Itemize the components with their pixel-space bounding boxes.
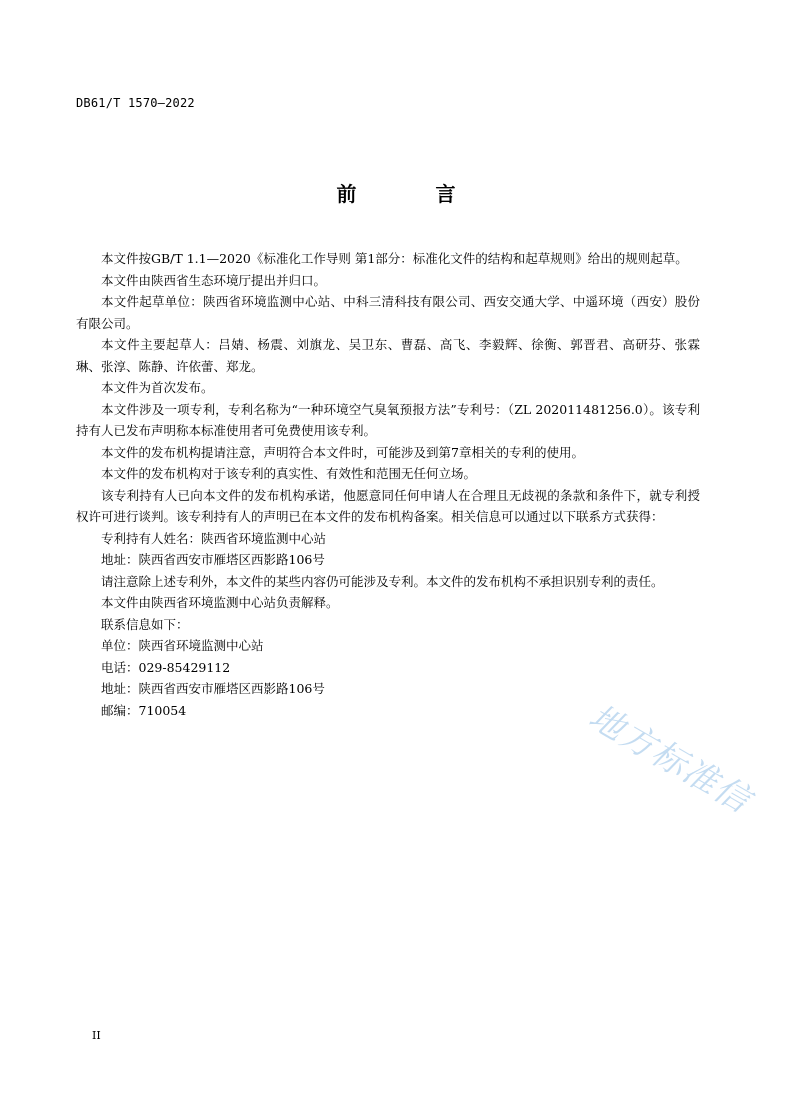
paragraph: 本文件的发布机构对于该专利的真实性、有效性和范围无任何立场。 (101, 466, 477, 481)
paragraph: 该专利持有人已向本文件的发布机构承诺，他愿意同任何申请人在合理且无歧视的条款和条件下，就专利授权许可进行谈判。该专利持有人的声明已在本文件的发布机构备案。相关信息可以通过以下联系方式获得： (76, 487, 700, 524)
paragraph: 本文件主要起草人：吕婧、杨震、刘旗龙、吴卫东、曹磊、高飞、李毅辉、徐衡、郭晋君、高研芬、张霖琳、张淳、陈静、许依蕾、郑龙。 (76, 337, 700, 374)
paragraph: 邮编：710054 (101, 702, 187, 718)
paragraph: 本文件由陕西省环境监测中心站负责解释。 (101, 595, 339, 610)
paragraph: 单位：陕西省环境监测中心站 (101, 638, 264, 653)
paragraph: 本文件由陕西省生态环境厅提出并归口。 (101, 272, 327, 288)
paragraph: 联系信息如下： (101, 616, 189, 632)
watermark: 地方标准信 (582, 696, 758, 822)
paragraph: 地址：陕西省西安市雁塔区西影路106号 (101, 552, 325, 567)
paragraph: 本文件涉及一项专利，专利名称为“一种环境空气臭氧预报方法”专利号：（ZL 202011481256.0）。该专利持有人已发布声明称本标准使用者可免费使用该专利。 (76, 401, 700, 438)
foreword-body (76, 248, 700, 721)
paragraph: 请注意除上述专利外，本文件的某些内容仍可能涉及专利。本文件的发布机构不承担识别专利的责任。 (101, 573, 664, 589)
paragraph: 本文件的发布机构提请注意，声明符合本文件时，可能涉及到第7章相关的专利的使用。 (101, 444, 584, 460)
paragraph: 本文件为首次发布。 (101, 380, 214, 395)
page-title: 前 言 (336, 182, 492, 206)
paragraph: 地址：陕西省西安市雁塔区西影路106号 (101, 681, 325, 696)
paragraph: 专利持有人姓名：陕西省环境监测中心站 (101, 530, 327, 546)
paragraph: 本文件按GB/T 1.1—2020《标准化工作导则 第1部分：标准化文件的结构和起草规则》给出的规则起草。 (101, 251, 688, 266)
page-number: II (92, 1029, 101, 1042)
standard-code: DB61/T 1570—2022 (76, 96, 195, 110)
paragraph: 本文件起草单位：陕西省环境监测中心站、中科三清科技有限公司、西安交通大学、中遥环境（西安）股份有限公司。 (76, 294, 700, 331)
paragraph: 电话：029-85429112 (101, 659, 231, 675)
